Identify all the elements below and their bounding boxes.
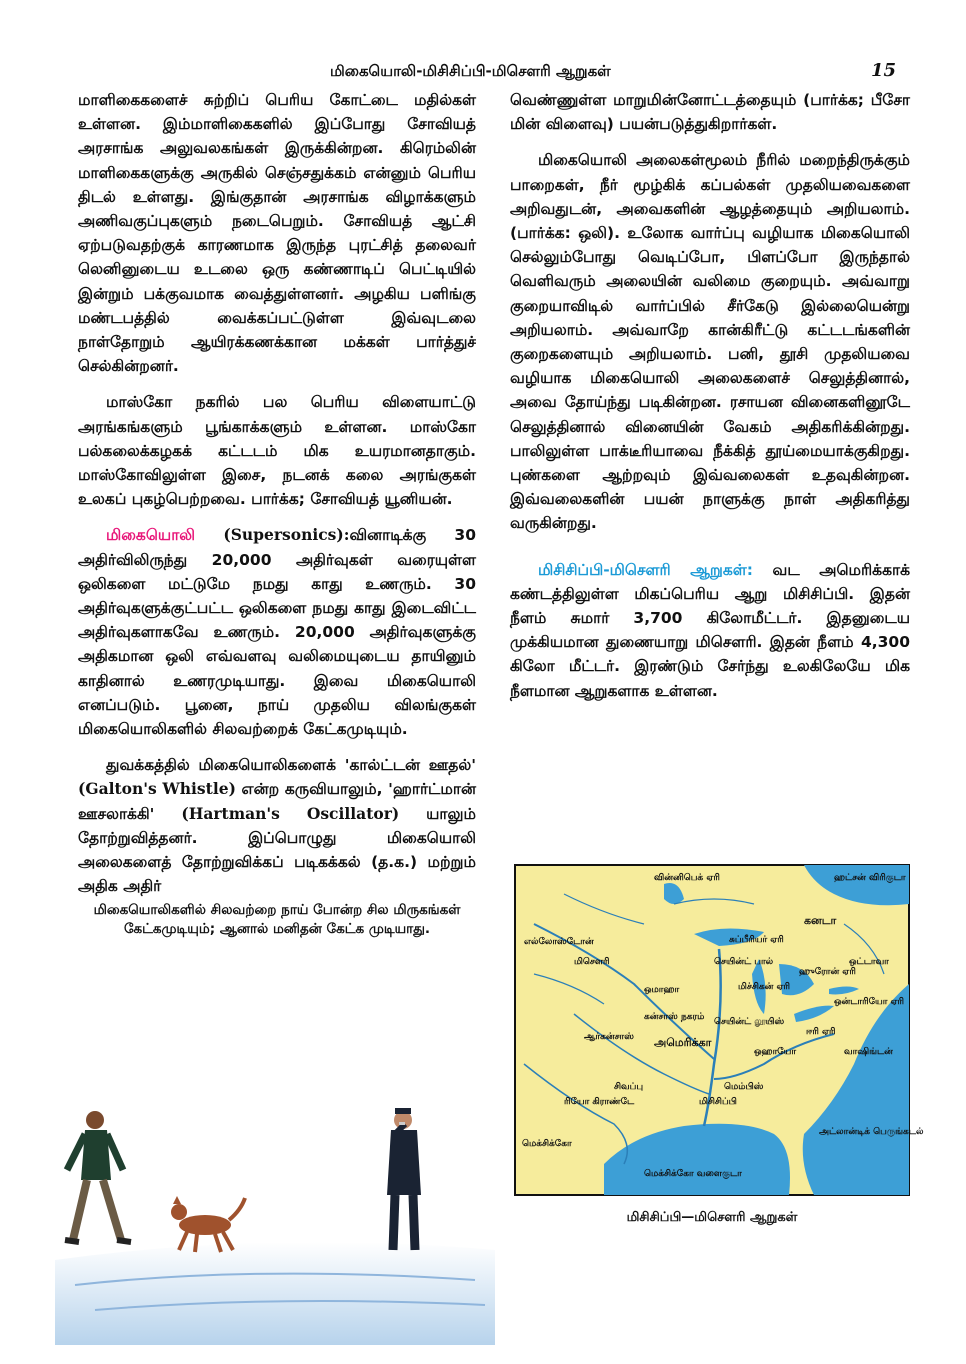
label-rio: ரியோ கிராண்டே (564, 1097, 635, 1107)
label-ohio: ஒஹாயோ (754, 1047, 797, 1057)
label-memphis: மெம்பிஸ் (724, 1082, 764, 1092)
label-washington: வாஷிங்டன் (844, 1047, 893, 1057)
running-title: மிகையொலி-மிசிசிப்பி-மிசௌரி ஆறுகள் (330, 62, 611, 80)
paragraph-rivers (510, 558, 910, 703)
paragraph-supersonics (78, 523, 476, 741)
galton-text-a: துவக்கத்தில் மிகையொலிகளைக் 'கால்ட்டன் ஊதல்' (106, 756, 476, 775)
map-svg (514, 864, 924, 1196)
label-ottawa: ஒட்டாவா (849, 957, 889, 967)
paragraph-galton (78, 753, 476, 898)
label-arkansas: ஆர்கன்சாஸ் (584, 1032, 634, 1042)
illustration-svg (55, 1100, 495, 1345)
supersonics-english: (Supersonics): (223, 525, 350, 545)
label-superior: சுப்பீரியர் ஏரி (729, 935, 784, 945)
label-stpaul: செயின்ட் பால் (714, 957, 774, 967)
man-with-whistle (387, 1108, 421, 1250)
label-winnipeg: வின்னிபெக் ஏரி (654, 873, 720, 883)
supersonics-text: வினாடிக்கு 30 அதிர்விலிருந்து 20,000 அதிர்வுகள் வரையுள்ள ஒலிகளை மட்டுமே நமது காது உணரும். 30 அதிர்வுகளுக்குட்பட்ட ஒலிகளை நமது காது இடைவிட்ட அதிர்வுகளாகவே உணரும். 20,000 அதிர்வுகளுக்கு அதிகமான ஒலி எவ்வளவு வலிமையுடைய தாயினும் காதினால் உணரமுடியாது. இவை மிகையொலி எனப்படும். பூனை, நாய் முதலிய விலங்குகள் மிகையொலிகளில் சிலவற்றைக் கேட்கமுடியும். (78, 526, 476, 739)
label-mexico: மெக்சிக்கோ (522, 1139, 572, 1149)
label-kansas: கன்சாஸ் நகரம் (644, 1012, 705, 1022)
paragraph-kremlin: மாளிகைகளைச் சுற்றிப் பெரிய கோட்டை மதில்கள் உள்ளன. இம்மாளிகைகளில் இப்போது சோவியத் அரசாங்க அலுவலகங்கள் இருக்கின்றன. கிரெம்லின் மாளிகைகளுக்கு அருகில் செஞ்சதுக்கம் என்னும் பெரிய திடல் உள்ளது. இங்குதான் அரசாங்க விழாக்களும் அணிவகுப்புகளும் நடைபெறும். சோவியத் ஆட்சி ஏற்படுவதற்குக் காரணமாக இருந்த புரட்சித் தலைவர் லெனினுடைய உடலை ஒரு கண்ணாடிப் பெட்டியில் இன்றும் பக்குவமாக வைத்துள்ளனர். அழகிய பளிங்கு மண்டபத்தில் வைக்கப்பட்டுள்ள இவ்வுடலை நாள்தோறும் ஆயிரக்கணக்கான மக்கள் பார்த்துச் செல்கின்றனர். (78, 91, 476, 376)
page-header (0, 60, 966, 90)
galton-text-c: யாலும் தோற்றுவித்தனர். இப்பொழுது மிகையொலி அலைகளைத் தோற்றுவிக்கப் படிகக்கல் (த.க.) மற்றும் அதிக அதிர் (78, 804, 476, 896)
dog (171, 1196, 245, 1252)
rivers-heading: மிசிசிப்பி-மிசௌரி ஆறுகள்: (538, 560, 753, 579)
label-omaha: ஒமாஹா (644, 985, 680, 995)
mississippi-map (514, 864, 924, 1196)
label-america: அமெரிக்கா (654, 1036, 712, 1049)
galton-english: (Galton's Whistle) (78, 779, 236, 799)
rivers-text: வட அமெரிக்காக் கண்டத்திலுள்ள மிகப்பெரிய ஆறு மிசிசிப்பி. இதன் நீளம் சுமார் 3,700 கிலோமீட்டர். இதனுடைய முக்கியமான துணையாறு மிசௌரி. இதன் நீளம் 4,300 கிலோ மீட்டர். இரண்டும் சேர்ந்து உலகிலேயே மிக நீளமான ஆறுகளாக உள்ளன. (510, 560, 910, 700)
label-mississippi: மிசிசிப்பி (699, 1097, 737, 1107)
ice-ground (55, 1242, 495, 1345)
right-column (510, 88, 910, 715)
map-caption: மிசிசிப்பி—மிசௌரி ஆறுகள் (626, 1210, 798, 1225)
paragraph-piezo: வெண்ணுள்ள மாறுமின்னோட்டத்தையும் (பார்க்க; பீசோ மின் விளைவு) பயன்படுத்துகிறார்கள். (510, 91, 910, 134)
paragraph-uses: மிகையொலி அலைகள்மூலம் நீரில் மறைந்திருக்கும் பாறைகள், நீர் மூழ்கிக் கப்பல்கள் முதலியவைகளை அறிவதுடன், அவைகளின் ஆழத்தையும் அறியலாம். (பார்க்க: ஒலி). உலோக வார்ப்பு வழியாக மிகையொலி செல்லும்போது வெடிப்போ, பிளப்போ இருந்தால் வெளிவரும் அலையின் வலிமை குறையும். அவ்வாறு குறையாவிடில் வார்ப்பில் சீர்கேடு இல்லையென்று அறியலாம். அவ்வாறே கான்கிரீட்டு கட்டடங்களின் குறைகளையும் அறியலாம். பனி, தூசி முதலியவை வழியாக மிகையொலி அலைகளைச் செலுத்தினால், அவை தோய்ந்து படிகின்றன. ரசாயன வினைகளினூடே செலுத்தினால் வினையின் வேகம் அதிகரிக்கின்றது. பாலிலுள்ள பாக்டீரியாவை நீக்கித் தூய்மையாக்குகிறது. புண்களை ஆற்றவும் இவ்வலைகள் உதவுகின்றன. இவ்வலைகளின் பயன் நாளுக்கு நாள் அதிகரித்து வருகின்றது. (510, 151, 910, 533)
label-huron: ஹுரோன் ஏரி (799, 967, 856, 977)
label-ontario: ஒன்டாரியோ ஏரி (834, 997, 905, 1007)
paragraph-moscow: மாஸ்கோ நகரில் பல பெரிய விளையாட்டு அரங்கங்களும் பூங்காக்களும் உள்ளன. மாஸ்கோ பல்கலைக்கழகக் கட்டடம் மிக உயரமானதாகும். மாஸ்கோவிலுள்ள இசை, நடனக் கலை அரங்குகள் உலகப் புகழ்பெற்றவை. பார்க்க; சோவியத் யூனியன். (78, 393, 476, 509)
illustration-caption: மிகையொலிகளில் சிலவற்றை நாய் போன்ற சில மிருகங்கள் கேட்கமுடியும்; ஆனால் மனிதன் கேட்க முடியாது. (93, 901, 461, 937)
label-atlantic: அட்லான்டிக் பெருங்கடல் (819, 1127, 924, 1137)
page-number: 15 (870, 60, 896, 81)
walking-man (65, 1111, 131, 1242)
galton-text-b: என்ற கருவியாலும், 'ஹார்ட்மான் ஊசலாக்கி' (78, 780, 476, 823)
label-hudson: ஹட்சன் விரிகுடா (834, 873, 906, 883)
label-yellowstone: எல்லோஸ்டோன் (524, 937, 594, 947)
label-red: சிவப்பு (614, 1082, 644, 1092)
label-gulf: மெக்சிக்கோ வளைகுடா (644, 1169, 742, 1179)
label-erie: ஈரி ஏரி (806, 1027, 836, 1037)
label-michigan: மிச்சிகன் ஏரி (738, 982, 790, 992)
hartman-english: (Hartman's Oscillator) (181, 803, 400, 823)
dog-whistle-illustration (55, 1100, 495, 1345)
label-missouri: மிசௌரி (574, 957, 610, 967)
left-column (78, 88, 476, 939)
label-canada: கனடா (804, 914, 837, 927)
supersonics-heading: மிகையொலி (106, 526, 196, 545)
label-stlouis: செயின்ட் லூயிஸ் (714, 1017, 785, 1027)
